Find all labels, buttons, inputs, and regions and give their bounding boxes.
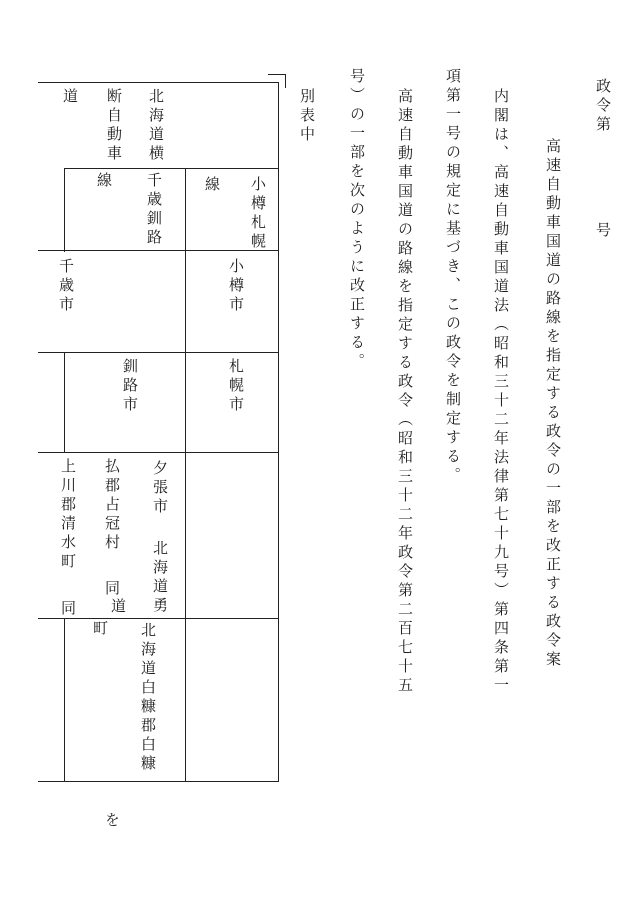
document-heading: 高速自動車国道の路線を指定する政令の一部を改正する政令案 <box>544 138 562 670</box>
end-point-a: 札幌市 <box>227 358 245 415</box>
route-name-line-3: 道 <box>61 88 79 107</box>
table-rule <box>38 352 279 353</box>
sub-route-b: 千歳釧路 <box>145 172 163 248</box>
body-line-1: 内閣は、高速自動車国道法（昭和三十二年法律第七十九号）第四条第一 <box>492 88 510 696</box>
start-point-b: 千歳市 <box>57 258 75 315</box>
table-rule <box>38 82 279 83</box>
table-caption: 別表中 <box>298 88 316 145</box>
body-line-2: 項第一号の規定に基づき、この政令を制定する。 <box>444 68 462 486</box>
table-bracket-side <box>285 74 286 88</box>
via-point: 町 <box>91 620 109 639</box>
title-suffix: 号 <box>594 222 612 241</box>
via-point: 上川郡清水町 <box>59 458 77 572</box>
route-name-line-2: 断自動車 <box>105 88 123 164</box>
body-line-3: 高速自動車国道の路線を指定する政令（昭和三十二年政令第二百七十五 <box>396 88 414 696</box>
via-point: 同 <box>103 580 121 599</box>
table-rule <box>38 452 279 453</box>
start-point-a: 小樽市 <box>227 258 245 315</box>
table-divider <box>64 618 65 781</box>
table-border-right <box>278 82 279 782</box>
sub-route-b-suffix: 線 <box>95 172 113 191</box>
via-point: 同 <box>59 600 77 619</box>
via-point: 北海道白糠郡白糠 <box>139 622 157 774</box>
table-rule <box>38 781 279 782</box>
table-divider <box>185 168 186 781</box>
trailing-text: を <box>103 812 121 831</box>
via-point: 払郡占冠村 <box>103 458 121 553</box>
sub-route-a: 小樽札幌 <box>249 176 267 252</box>
title-prefix: 政令第 <box>594 78 612 135</box>
table-rule <box>38 250 279 251</box>
sub-route-a-suffix: 線 <box>203 176 221 195</box>
table-rule <box>64 168 279 169</box>
table-divider <box>64 352 65 452</box>
table-bracket-top <box>268 74 286 75</box>
end-point-b: 釧路市 <box>121 358 139 415</box>
table-divider <box>64 168 65 252</box>
route-name-line-1: 北海道横 <box>147 88 165 164</box>
via-point: 北海道勇 <box>151 540 169 616</box>
body-line-4: 号）の一部を次のように改正する。 <box>348 68 366 372</box>
via-point: 道 <box>109 598 127 617</box>
via-point: 夕張市 <box>151 460 169 517</box>
